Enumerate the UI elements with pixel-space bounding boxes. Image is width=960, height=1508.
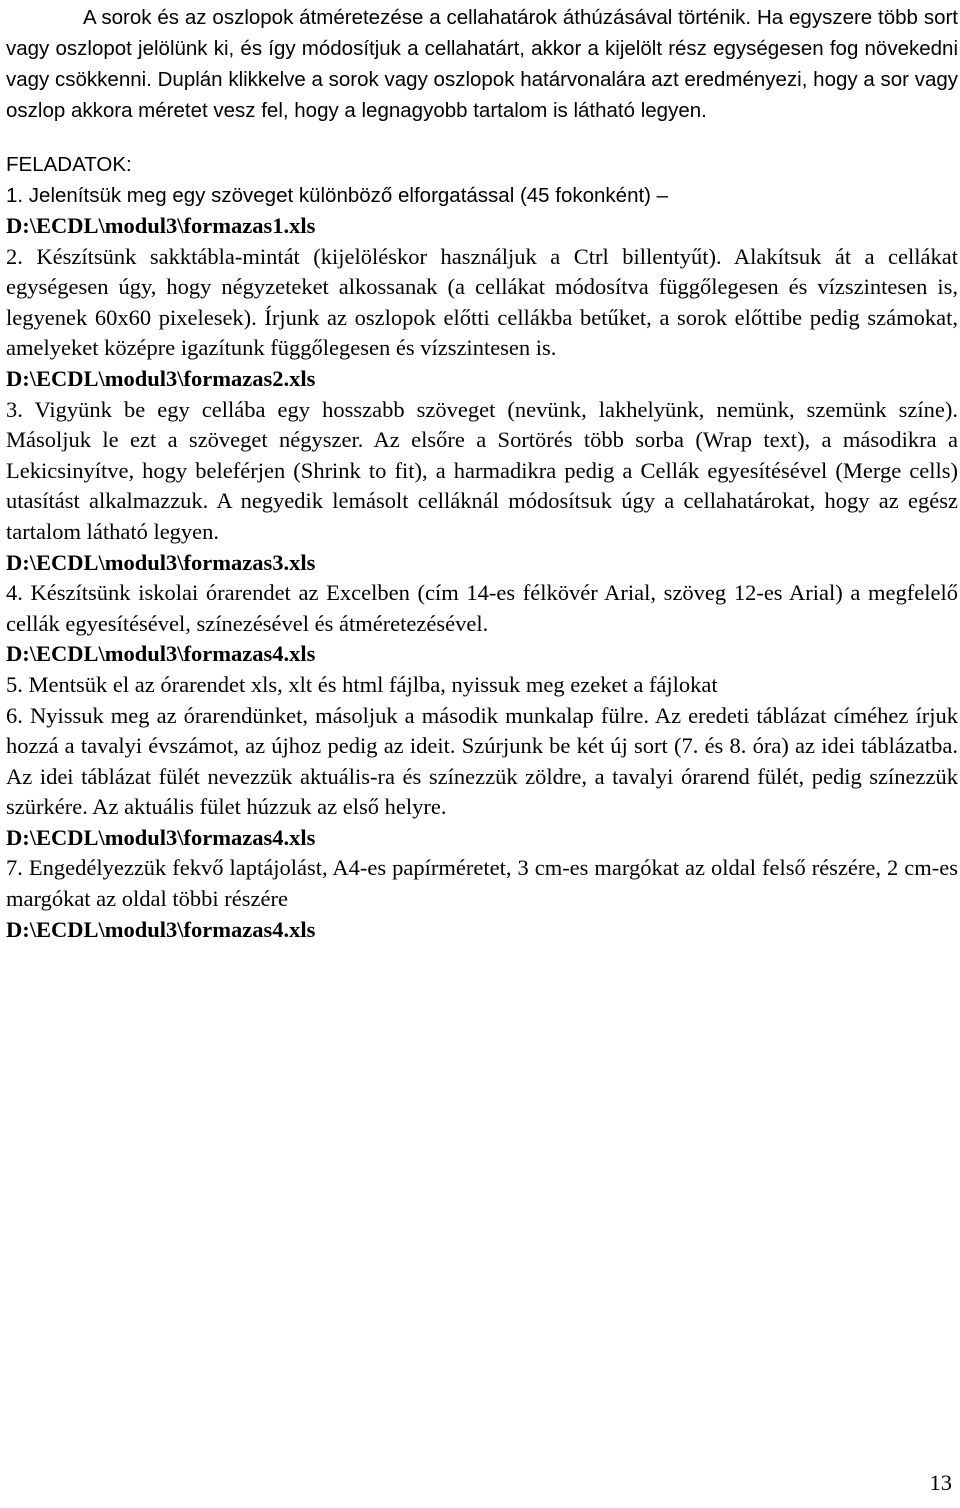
task-7 bbox=[6, 853, 958, 945]
task-4-file-path: D:\ECDL\modul3\formazas4.xls bbox=[6, 641, 316, 667]
tasks-heading: FELADATOK: bbox=[6, 153, 132, 176]
task-6-file-path: D:\ECDL\modul3\formazas4.xls bbox=[6, 824, 316, 850]
intro-text: A sorok és az oszlopok átméretezése a cellahatárok áthúzásával történik. Ha egyszere több sort vagy oszlopot jelölünk ki, és így módosítjuk a cellahatárt, akkor a kijelölt rész egységesen fog növekedni vagy csökkenni. Duplán klikkelve a sorok vagy oszlopok határvonalára azt eredményezi, hogy a sor vagy oszlop akkora méretet vesz fel, hogy a legnagyobb tartalom is látható legyen. bbox=[6, 6, 958, 122]
task-3 bbox=[6, 395, 958, 579]
task-4-text: 4. Készítsünk iskolai órarendet az Excelben (cím 14-es félkövér Arial, szöveg 12-es Arial) a megfelelő cellák egyesítésével, színezésével és átméretezésével. bbox=[6, 580, 958, 636]
task-2-text: 2. Készítsünk sakktábla-mintát (kijelöléskor használjuk a Ctrl billentyűt). Alakítsuk át a cellákat egységesen úgy, hogy négyzeteket alkossanak (a cellákat módosítva függőlegesen és vízszintesen is, legyenek 60x60 pixelesek). Írjunk az oszlopok előtti cellákba betűket, a sorok előttibe pedig számokat, amelyeket középre igazítunk függőlegesen és vízszintesen is. bbox=[6, 243, 958, 361]
intro-paragraph bbox=[6, 0, 958, 126]
task-6-text: 6. Nyissuk meg az órarendünket, másoljuk a második munkalap fülre. Az eredeti táblázat címéhez írjuk hozzá a tavalyi évszámot, az újhoz pedig az ideit. Szúrjunk be két új sort (7. és 8. óra) az idei táblázatba. Az idei táblázat fülét nevezzük aktuális-ra és színezzük zöldre, a tavalyi órarend fülét, pedig színezzük szürkére. Az aktuális fület húzzuk az első helyre. bbox=[6, 702, 958, 820]
task-2-file-path: D:\ECDL\modul3\formazas2.xls bbox=[6, 365, 316, 391]
document-page bbox=[6, 0, 958, 945]
task-3-text: 3. Vigyünk be egy cellába egy hosszabb szöveget (nevünk, lakhelyünk, nemünk, szemünk színe). Másoljuk le ezt a szöveget négyszer. Az elsőre a Sortörés több sorba (Wrap text), a másodikra a Lekicsinyítve, hogy beleférjen (Shrink to fit), a harmadikra pedig a Cellák egyesítésével (Merge cells) utasítást alkalmazzuk. A negyedik lemásolt celláknál módosítsuk úgy a cellahatárokat, hogy az egész tartalom látható legyen. bbox=[6, 396, 958, 544]
task-7-file-path: D:\ECDL\modul3\formazas4.xls bbox=[6, 916, 316, 942]
task-1 bbox=[6, 180, 958, 242]
task-2 bbox=[6, 242, 958, 395]
task-7-text: 7. Engedélyezzük fekvő laptájolást, A4-es papírméretet, 3 cm-es margókat az oldal felső részére, 2 cm-es margókat az oldal többi részére bbox=[6, 855, 958, 912]
task-4 bbox=[6, 578, 958, 670]
task-1-file-path: D:\ECDL\modul3\formazas1.xls bbox=[6, 213, 316, 238]
task-3-file-path: D:\ECDL\modul3\formazas3.xls bbox=[6, 549, 316, 575]
task-1-text: 1. Jelenítsük meg egy szöveget különböző elforgatással (45 fokonként) – bbox=[6, 184, 669, 207]
task-5 bbox=[6, 670, 958, 701]
task-6 bbox=[6, 701, 958, 854]
task-5-text: 5. Mentsük el az órarendet xls, xlt és html fájlba, nyissuk meg ezeket a fájlokat bbox=[6, 671, 718, 697]
page-number: 13 bbox=[929, 1470, 952, 1495]
